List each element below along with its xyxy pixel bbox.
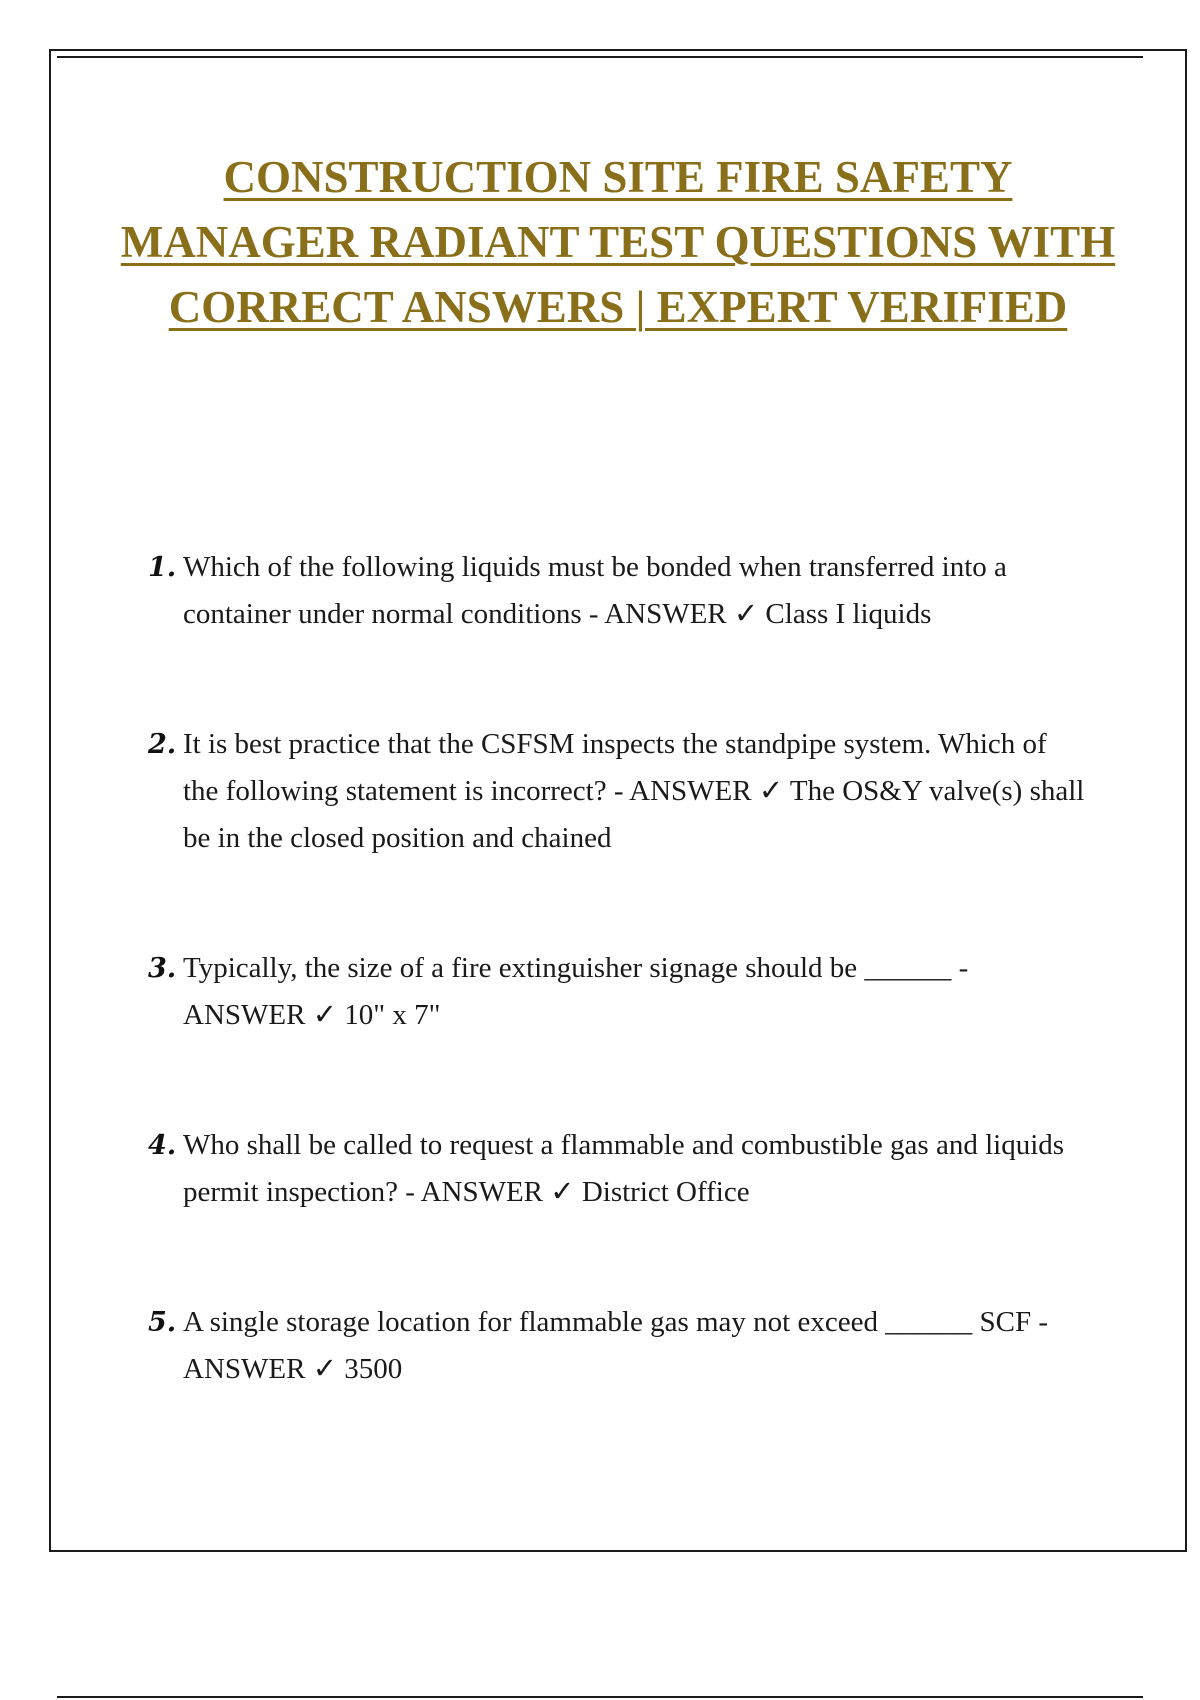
question-text: A single storage location for flammable gas may not exceed ______ SCF - ANSWER ✓ 3500 <box>183 1306 1048 1385</box>
bottom-rule <box>57 1696 1143 1698</box>
question-text: Which of the following liquids must be bonded when transferred into a container under normal conditions - ANSWER ✓ Class I liquids <box>183 551 1007 630</box>
question-text: Who shall be called to request a flammable and combustible gas and liquids permit inspection? - ANSWER ✓ District Office <box>183 1129 1065 1208</box>
question-item <box>148 1122 1088 1216</box>
question-number: 3. <box>148 953 177 984</box>
question-item <box>148 544 1088 638</box>
question-item <box>148 945 1088 1039</box>
question-item <box>148 721 1088 862</box>
question-list <box>148 544 1088 1393</box>
document-title: CONSTRUCTION SITE FIRE SAFETY MANAGER RADIANT TEST QUESTIONS WITH CORRECT ANSWERS | EXPERT VERIFIED <box>120 152 1116 332</box>
question-number: 4. <box>148 1130 177 1161</box>
question-text: It is best practice that the CSFSM inspects the standpipe system. Which of the following statement is incorrect? - ANSWER ✓ The OS&Y valve(s) shall be in the closed position and chained <box>183 728 1085 854</box>
question-number: 2. <box>148 729 177 760</box>
question-number: 5. <box>148 1307 177 1338</box>
question-number: 1. <box>148 552 177 583</box>
question-item <box>148 1299 1088 1393</box>
question-text: Typically, the size of a fire extinguisher signage should be ______ - ANSWER ✓ 10" x 7" <box>183 952 969 1031</box>
